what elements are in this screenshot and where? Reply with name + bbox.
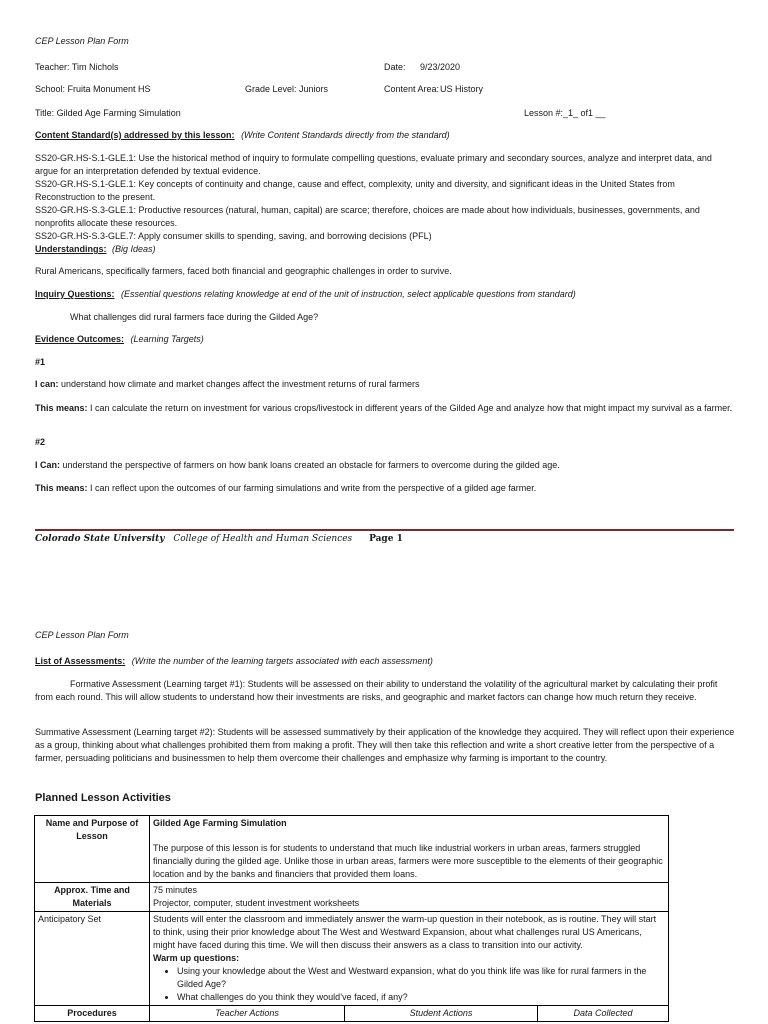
row-content-time-materials — [150, 883, 669, 912]
col-data-collected: Data Collected — [538, 1006, 669, 1022]
table-row — [35, 883, 669, 912]
lesson-number: Lesson #:_1_ of1 __ — [524, 108, 606, 118]
warmup-heading: Warm up questions: — [153, 953, 240, 963]
lesson-time: 75 minutes — [153, 885, 198, 895]
target1-number: #1 — [35, 357, 46, 367]
content-area-value: US History — [440, 84, 484, 94]
lesson-name: Gilded Age Farming Simulation — [153, 818, 287, 828]
target1-means-label: This means: — [35, 403, 88, 413]
assessments-note: (Write the number of the learning targets associated with each assessment) — [131, 656, 433, 666]
row-label-time-materials: Approx. Time and Materials — [35, 883, 150, 912]
evidence-heading-line — [35, 333, 204, 346]
table-row — [35, 912, 669, 1006]
evidence-heading: Evidence Outcomes: — [35, 334, 125, 344]
target1-means-text: I can calculate the return on investment for various crops/livestock in different years of the Gilded Age and analyze how that might impact my survival as a farmer. — [87, 403, 733, 413]
lesson-purpose: The purpose of this lesson is for students to understand that much like industrial workers in urban areas, farmers struggled financially during the gilded age. Unlike those in urban areas, farmers were more susceptible to the elements of their geographic location and by the banks and financiers that provided them loans. — [153, 843, 663, 879]
evidence-note: (Learning Targets) — [130, 334, 204, 344]
target2-ican-label: I Can: — [35, 460, 61, 470]
teacher-field: Teacher: Tim Nichols — [35, 62, 119, 72]
target1-ican-label: I can: — [35, 379, 59, 389]
content-area-label: Content Area: — [384, 84, 440, 94]
footer-university: Colorado State University — [35, 534, 165, 544]
target2-means — [35, 482, 536, 495]
assessments-heading-line — [35, 655, 433, 668]
col-teacher-actions: Teacher Actions — [150, 1006, 345, 1022]
inquiry-question: What challenges did rural farmers face during the Gilded Age? — [70, 312, 319, 322]
inquiry-heading: Inquiry Questions: — [35, 289, 115, 299]
page1-footer — [35, 533, 403, 546]
row-label-anticipatory-set: Anticipatory Set — [35, 912, 150, 1006]
school-field: School: Fruita Monument HS — [35, 84, 151, 94]
standard-item: SS20-GR.HS-S.3-GLE.7: Apply consumer skills to spending, saving, and borrowing decisions (PFL) — [35, 231, 432, 241]
list-item: • What challenges do you think they would’ve faced, if any? — [177, 991, 665, 1004]
understandings-note: (Big Ideas) — [112, 244, 156, 254]
target1-ican — [35, 378, 420, 391]
date-value: 9/23/2020 — [420, 62, 461, 72]
list-item: • Using your knowledge about the West and Westward expansion, what do you think life was like for rural farmers in the Gilded Age? — [177, 965, 665, 991]
form-title: CEP Lesson Plan Form — [35, 36, 129, 46]
table-row — [35, 816, 669, 883]
lesson-plan-table — [34, 815, 669, 1022]
target2-number: #2 — [35, 437, 46, 447]
standards-note: (Write Content Standards directly from the standard) — [241, 130, 450, 140]
formative-assessment: Formative Assessment (Learning target #1): Students will be assessed on their ability to understand the volatility of the agricultural market by calculating their profit from each round. This will allow students to understand how their investments are risks, and geographic and market factors can change how much return they receive. — [35, 679, 718, 702]
target2-means-text: I can reflect upon the outcomes of our farming simulations and write from the perspective of a gilded age farmer. — [87, 483, 537, 493]
row-label-name-purpose: Name and Purpose of Lesson — [35, 816, 150, 883]
col-student-actions: Student Actions — [345, 1006, 538, 1022]
date-label: Date: — [384, 62, 406, 72]
standards-heading: Content Standard(s) addressed by this lesson: — [35, 130, 235, 140]
understanding-text: Rural Americans, specifically farmers, faced both financial and geographic challenges in order to survive. — [35, 266, 452, 276]
understandings-heading: Understandings: — [35, 244, 107, 254]
understandings-heading-line — [35, 243, 735, 256]
form-title-page2: CEP Lesson Plan Form — [35, 630, 129, 640]
standards-heading-line — [35, 129, 450, 142]
assessments-heading: List of Assessments: — [35, 656, 126, 666]
anticipatory-text: Students will enter the classroom and immediately answer the warm-up question in their notebook, as is routine. They will start to think, using their prior knowledge about The West and Westward Expansion, about what challenges rural US Americans, might have faced during this time. We will then discuss their answers as a class to transition into our activity. — [153, 914, 657, 950]
standard-item: SS20-GR.HS-S.3-GLE.1: Productive resources (natural, human, capital) are scarce; therefore, choices are made about how individuals, businesses, governments, and nonprofits allocate these resources. — [35, 205, 700, 228]
row-content-name-purpose — [150, 816, 669, 883]
footer-page: Page 1 — [369, 534, 403, 544]
target2-means-label: This means: — [35, 483, 88, 493]
footer-divider — [35, 529, 734, 531]
target1-ican-text: understand how climate and market changes affect the investment returns of rural farmers — [58, 379, 420, 389]
row-label-procedures: Procedures — [35, 1006, 150, 1022]
row-content-anticipatory-set — [150, 912, 669, 1006]
standards-list — [35, 152, 735, 256]
activities-heading: Planned Lesson Activities — [35, 792, 171, 804]
grade-field: Grade Level: Juniors — [245, 84, 329, 94]
inquiry-note: (Essential questions relating knowledge at end of the unit of instruction, select applicable questions from standard) — [121, 289, 576, 299]
target2-ican — [35, 459, 560, 472]
standard-item: SS20-GR.HS-S.1-GLE.1: Key concepts of continuity and change, cause and effect, complexity, unity and diversity, and significant ideas in the United States from Reconstruction to the present. — [35, 179, 675, 202]
lesson-title: Title: Gilded Age Farming Simulation — [35, 108, 181, 118]
footer-college: College of Health and Human Sciences — [173, 534, 353, 544]
target2-ican-text: understand the perspective of farmers on how bank loans created an obstacle for farmers to overcome during the gilded age. — [60, 460, 560, 470]
inquiry-heading-line — [35, 288, 576, 301]
target1-means — [35, 402, 735, 415]
summative-assessment: Summative Assessment (Learning target #2): Students will be assessed summatively by their application of the knowledge they acquired. They will reflect upon their experience as a group, thinking about what challenges prohibited them from making a profit. They will then take this reflection and write a short creative letter from the perspective of a farmer, persuading politicians and businessmen to help them overcome their challenges and emphasize why farming is important to the country. — [35, 727, 735, 763]
standard-item: SS20-GR.HS-S.1-GLE.1: Use the historical method of inquiry to formulate compelling questions, evaluate primary and secondary sources, analyze and interpret data, and argue for an interpretation defended by textual evidence. — [35, 153, 712, 176]
lesson-materials: Projector, computer, student investment worksheets — [153, 898, 360, 908]
warmup-list — [153, 965, 665, 1004]
table-row — [35, 1006, 669, 1022]
